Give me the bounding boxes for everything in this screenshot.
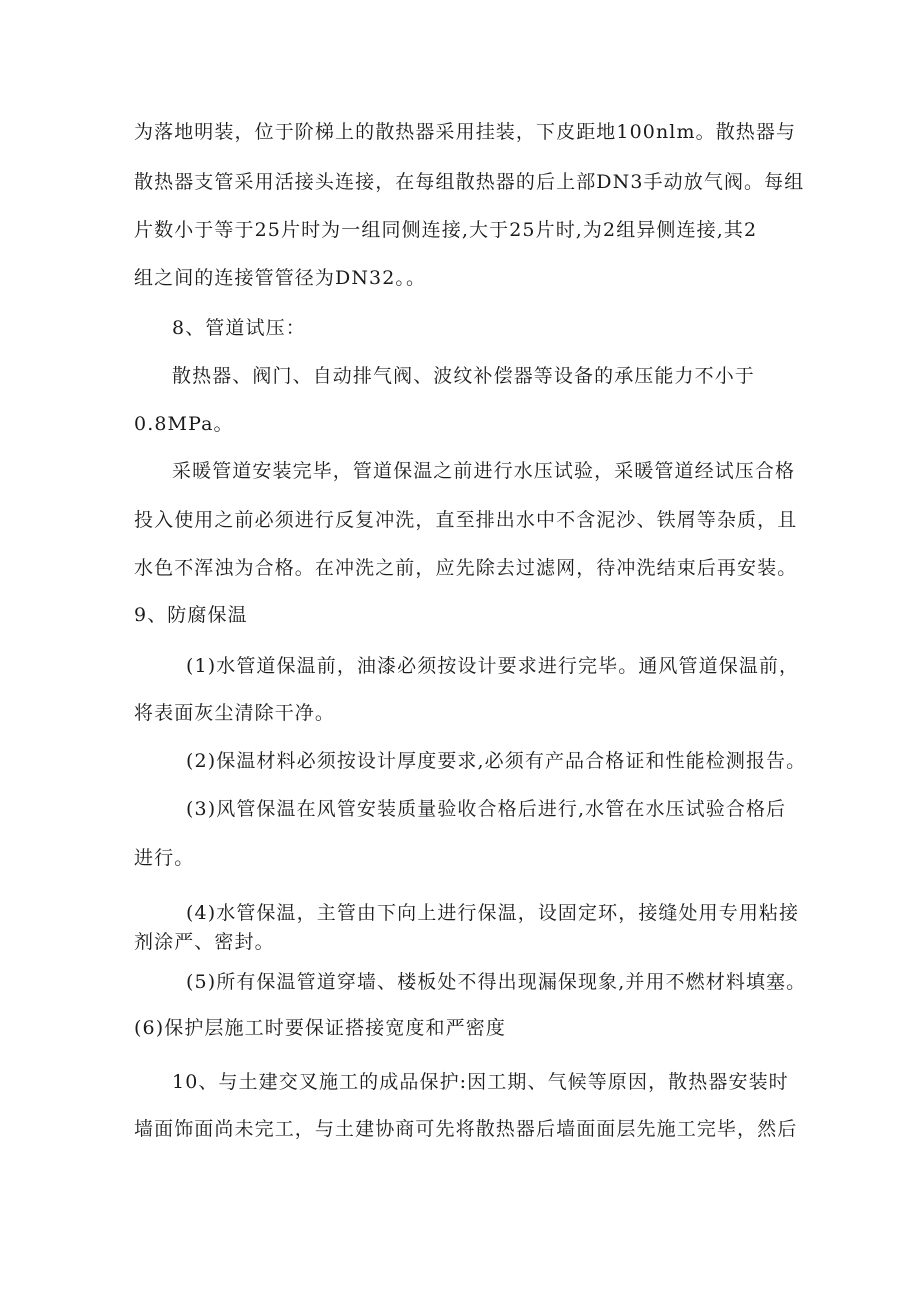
text-line: (5)所有保温管道穿墙、楼板处不得出现漏保现象,并用不燃材料填塞。: [186, 971, 807, 993]
section-heading: 8、管道试压：: [172, 317, 306, 339]
text-line: 为落地明装，位于阶梯上的散热器采用挂装，下皮距地100nlm。散热器与: [134, 121, 797, 143]
text-line: 0.8MPa。: [134, 413, 234, 435]
text-line: 散热器支管采用活接头连接，在每组散热器的后上部DN3手动放气阀。每组: [134, 171, 805, 193]
text-line: (4)水管保温，主管由下向上进行保温，设固定环，接缝处用专用粘接: [186, 902, 800, 924]
text-line: 组之间的连接管管径为DN32。。: [134, 267, 427, 289]
text-line: 片数小于等于25片时为一组同侧连接,大于25片时,为2组异侧连接,其2: [134, 219, 758, 241]
text-line: 墙面饰面尚未完工，与土建协商可先将散热器后墙面面层先施工完毕，然后: [134, 1118, 798, 1140]
text-line: 水色不浑浊为合格。在冲洗之前，应先除去过滤网，待冲洗结束后再安装。: [134, 557, 798, 579]
section-heading: 9、防腐保温: [134, 604, 248, 626]
text-line: (3)风管保温在风管安装质量验收合格后进行,水管在水压试验合格后: [186, 798, 787, 820]
text-line: 投入使用之前必须进行反复冲洗，直至排出水中不含泥沙、铁屑等杂质，且: [134, 509, 798, 531]
text-line: 将表面灰尘清除干净。: [134, 702, 336, 724]
text-line: (6)保护层施工时要保证搭接宽度和严密度: [134, 1017, 506, 1039]
text-line: 采暖管道安装完毕，管道保温之前进行水压试验，采暖管道经试压合格: [172, 460, 796, 482]
text-line: 散热器、阀门、自动排气阀、波纹补偿器等设备的承压能力不小于: [172, 365, 755, 387]
text-line: 剂涂严、密封。: [134, 931, 275, 953]
text-line: 进行。: [134, 847, 195, 869]
text-line: (1)水管道保温前，油漆必须按设计要求进行完毕。通风管道保温前，: [186, 655, 800, 677]
section-heading: 10、与土建交叉施工的成品保护:因工期、气候等原因，散热器安装时: [172, 1071, 789, 1093]
text-line: (2)保温材料必须按设计厚度要求,必须有产品合格证和性能检测报告。: [186, 750, 807, 772]
